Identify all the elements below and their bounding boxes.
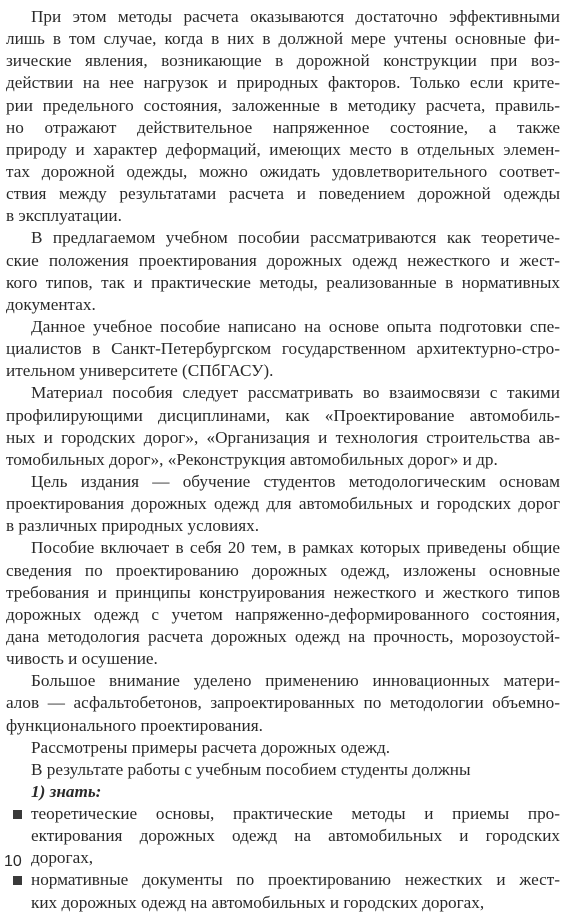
text-line: профилирующими дисциплинами, как «Проектирование автомобиль- (6, 405, 560, 425)
text-line: зические явления, возникающие в дорожной конструкции при воз- (6, 51, 560, 71)
list-heading: 1) знать: (31, 781, 102, 801)
text-line: В предлагаемом учебном пособии рассматриваются как теоретиче- (31, 228, 560, 248)
text-line: лишь в том случае, когда в них в должной мере учтены основные фи- (6, 29, 560, 49)
text-line: дорожных одежд с учетом напряженно-деформированного состояния, (6, 604, 560, 624)
text-line: в эксплуатации. (6, 206, 122, 226)
text-line: ские положения проектирования дорожных одежд нежесткого и жест- (6, 250, 560, 270)
bullet-line (6, 869, 560, 891)
paragraph (6, 382, 560, 471)
text-line: циалистов в Санкт-Петербургском государственном архитектурно-стро- (6, 339, 560, 359)
text-line: документах. (6, 294, 96, 314)
text-line: сведения по проектированию дорожных одежд, изложены основные (6, 560, 560, 580)
text-line: В результате работы с учебным пособием студенты должны (31, 759, 471, 779)
text-line: требования и принципы конструирования нежесткого и жесткого типов (6, 582, 560, 602)
bullet-line: ких дорожных одежд на автомобильных и городских дорогах, (31, 892, 485, 912)
square-bullet-icon (13, 810, 22, 819)
bullet-item (6, 803, 560, 869)
text-line: природу и характер деформаций, имеющих место в отдельных элемен- (6, 139, 560, 159)
text-line: ительном университете (СПбГАСУ). (6, 361, 274, 381)
bullet-text: теоретические основы, практические методы и приемы про- (31, 804, 560, 824)
text-line: Пособие включает в себя 20 тем, в рамках которых приведены общие (31, 538, 560, 558)
text-line: томобильных дорог», «Реконструкция автомобильных дорог» и др. (6, 449, 498, 469)
paragraph (6, 6, 560, 227)
text-line: кого типов, так и практические методы, реализованные в нормативных (6, 272, 560, 292)
text-line: функционального проектирования. (6, 715, 263, 735)
text-line: Материал пособия следует рассматривать во взаимосвязи с такими (31, 383, 560, 403)
page-number: 10 (4, 853, 22, 870)
paragraph (6, 471, 560, 537)
text-line: но отражают действительное напряженное состояние, а также (6, 117, 560, 137)
body-text (6, 6, 560, 914)
text-line: проектирования дорожных одежд для автомобильных и городских дорог (6, 494, 560, 514)
text-line: рии предельного состояния, заложенные в методику расчета, правиль- (6, 95, 560, 115)
bullet-line: ектирования дорожных одежд на автомобильных и городских (31, 826, 560, 846)
text-line: в различных природных условиях. (6, 516, 260, 536)
bullet-item (6, 869, 560, 913)
paragraph (6, 316, 560, 382)
text-line: При этом методы расчета оказываются достаточно эффективными (31, 7, 560, 26)
paragraph (6, 737, 560, 759)
text-line: Рассмотрены примеры расчета дорожных одежд. (31, 737, 391, 757)
text-line: Данное учебное пособие написано на основе опыта подготовки спе- (31, 316, 560, 336)
text-line: тах дорожной одежды, можно ожидать удовлетворительного соответ- (6, 161, 560, 181)
text-line: Большое внимание уделено применению инновационных матери- (31, 671, 560, 691)
paragraph (6, 537, 560, 670)
bullet-line (6, 803, 560, 825)
text-line: Цель издания — обучение студентов методологическим основам (31, 471, 560, 491)
square-bullet-icon (13, 876, 22, 885)
text-line: дана методология расчета дорожных одежд на прочность, морозоустой- (6, 626, 560, 646)
paragraph (6, 670, 560, 736)
paragraph (6, 227, 560, 316)
text-line: чивость и осушение. (6, 649, 158, 669)
text-line: действии на нее нагрузок и природных факторов. Только если крите- (6, 73, 560, 93)
bullet-text: нормативные документы по проектированию нежестких и жест- (31, 870, 560, 890)
text-line: ствия между результатами расчета и поведением дорожной одежды (6, 184, 560, 204)
text-line: ных и городских дорог», «Организация и технология строительства ав- (6, 427, 560, 447)
paragraph (6, 759, 560, 781)
bullet-line: дорогах, (31, 848, 94, 868)
text-line: алов — асфальтобетонов, запроектированных по методологии объемно- (6, 693, 560, 713)
